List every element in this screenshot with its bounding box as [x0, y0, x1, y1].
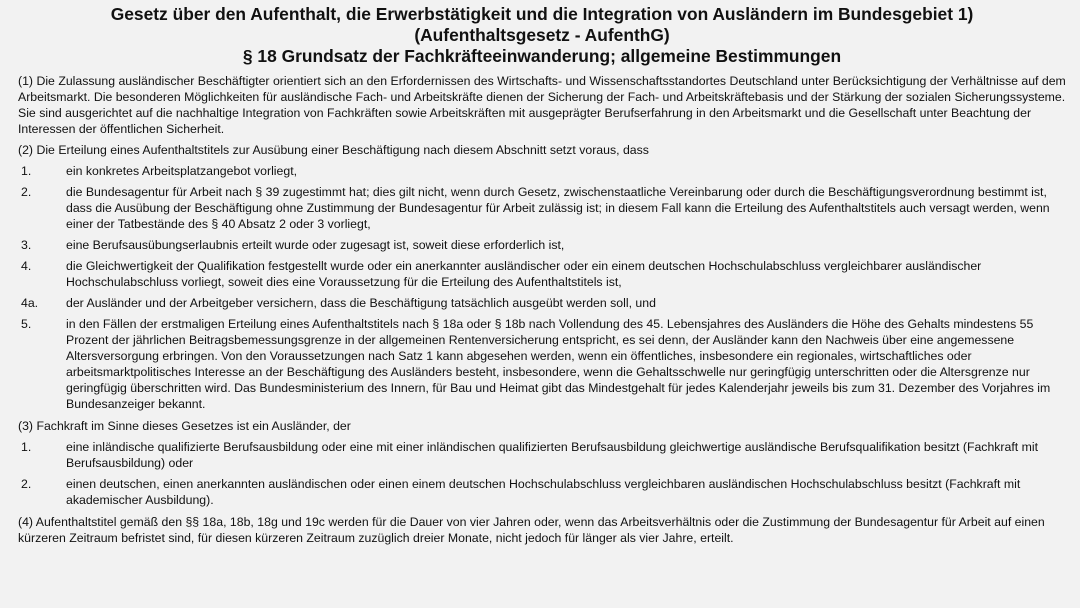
item-text: ein konkretes Arbeitsplatzangebot vorliegt, [66, 164, 298, 178]
paragraph-1: (1) Die Zulassung ausländischer Beschäftigter orientiert sich an den Erfordernissen des Wirtschafts- und Wissenschaftsstandortes Deutschland unter Berücksichtigung der Verhältnisse auf dem Arbeitsmarkt. Die besonderen Möglichkeiten für ausländische Fach- und Arbeitskräfte dienen der Sicherung der Fach- und Arbeitskräftebasis und der Stärkung der sozialen Sicherungssysteme. Sie sind ausgerichtet auf die nachhaltige Integration von Fachkräften sowie Arbeitskräften mit ausgeprägter Berufserfahrung in den Arbeitsmarkt und die Gesellschaft unter Beachtung der Interessen der öffentlichen Sicherheit. [18, 74, 1066, 136]
list-item [18, 237, 1066, 253]
item-number: 1. [21, 440, 32, 454]
item-text: in den Fällen der erstmaligen Erteilung eines Aufenthaltstitels nach § 18a oder § 18b nach Vollendung des 45. Lebensjahres des Ausländers die Höhe des Gehalts mindestens 55 Prozent der jährlichen Beitragsbemessungsgrenze in der allgemeinen Rentenversicherung entspricht, es sei denn, der Ausländer kann den Nachweis über eine angemessene Altersversorgung erbringen. Von den Voraussetzungen nach Satz 1 kann abgesehen werden, wenn ein öffentliches, insbesondere ein regionales, wirtschaftliches oder arbeitsmarktpolitisches Interesse an der Beschäftigung des Ausländers besteht, insbesondere, wenn die Gehaltsschwelle nur geringfügig unterschritten oder die Altersgrenze nur geringfügig überschritten wird. Das Bundesministerium des Innern, für Bau und Heimat gibt das Mindestgehalt für jedes Kalenderjahr jeweils bis zum 31. Dezember des Vorjahres im Bundesanzeiger bekannt. [66, 317, 1051, 411]
item-number: 3. [21, 238, 32, 252]
item-text: die Bundesagentur für Arbeit nach § 39 zugestimmt hat; dies gilt nicht, wenn durch Gesetz, zwischenstaatliche Vereinbarung oder durch die Beschäftigungsverordnung bestimmt ist, dass die Ausübung der Beschäftigung ohne Zustimmung der Bundesagentur für Arbeit zulässig ist; in diesem Fall kann die Erteilung des Aufenthaltstitels auch versagt werden, wenn einer der Tatbestände des § 40 Absatz 2 oder 3 vorliegt, [66, 185, 1050, 231]
item-number: 2. [21, 477, 32, 491]
paragraph-4: (4) Aufenthaltstitel gemäß den §§ 18a, 18b, 18g und 19c werden für die Dauer von vier Jahren oder, wenn das Arbeitsverhältnis oder die Zustimmung der Bundesagentur für Arbeit auf einen kürzeren Zeitraum befristet sind, für diesen kürzeren Zeitraum zuzüglich dreier Monate, nicht jedoch für länger als vier Jahre, erteilt. [18, 515, 1045, 545]
item-number: 5. [21, 317, 32, 331]
list-item [18, 295, 1066, 311]
paragraph-2-intro: (2) Die Erteilung eines Aufenthaltstitels zur Ausübung einer Beschäftigung nach diesem Abschnitt setzt voraus, dass [18, 143, 649, 157]
list-item [18, 184, 1066, 232]
item-number: 4. [21, 259, 32, 273]
document-header [18, 4, 1066, 67]
item-number: 1. [21, 164, 32, 178]
item-text: eine Berufsausübungserlaubnis erteilt wurde oder zugesagt ist, soweit diese erforderlich ist, [66, 238, 565, 252]
item-text: einen deutschen, einen anerkannten ausländischen oder einen einem deutschen Hochschulabschluss vergleichbaren ausländischen Hochschulabschluss besitzt (Fachkraft mit akademischer Ausbildung). [66, 477, 1021, 507]
section-title: § 18 Grundsatz der Fachkräfteeinwanderung; allgemeine Bestimmungen [242, 46, 842, 66]
list-item [18, 316, 1066, 412]
item-text: der Ausländer und der Arbeitgeber versichern, dass die Beschäftigung tatsächlich ausgeübt werden soll, und [66, 296, 656, 310]
paragraph-3-list [18, 439, 1066, 508]
law-abbreviation: (Aufenthaltsgesetz - AufenthG) [414, 25, 670, 45]
law-title: Gesetz über den Aufenthalt, die Erwerbstätigkeit und die Integration von Ausländern im Bundesgebiet 1) [110, 4, 974, 24]
list-item [18, 439, 1066, 471]
paragraph-2-list [18, 163, 1066, 412]
paragraph-3-intro: (3) Fachkraft im Sinne dieses Gesetzes ist ein Ausländer, der [18, 419, 351, 433]
item-number: 4a. [21, 296, 39, 310]
item-number: 2. [21, 185, 32, 199]
list-item [18, 258, 1066, 290]
item-text: die Gleichwertigkeit der Qualifikation festgestellt wurde oder ein anerkannter ausländischer oder ein einem deutschen Hochschulabschluss vergleichbarer ausländischer Hochschulabschluss vorliegt, soweit dies eine Voraussetzung für die Erteilung des Aufenthaltstitels ist, [66, 259, 982, 289]
list-item [18, 476, 1066, 508]
item-text: eine inländische qualifizierte Berufsausbildung oder eine mit einer inländischen qualifizierten Berufsausbildung gleichwertige ausländische Berufsqualifikation besitzt (Fachkraft mit Berufsausbildung) oder [66, 440, 1039, 470]
list-item [18, 163, 1066, 179]
